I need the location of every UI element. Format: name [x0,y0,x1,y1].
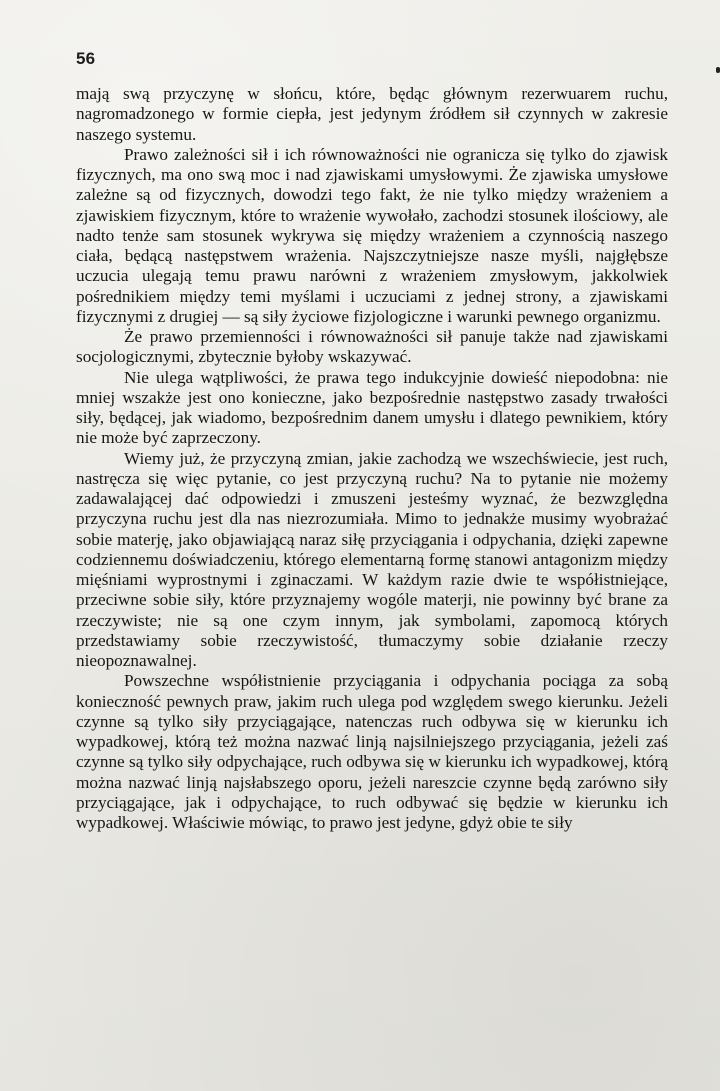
scan-mark [716,67,720,73]
paragraph: Nie ulega wątpliwości, że prawa tego indukcyjnie dowieść niepodobna: nie mniej wszakże jest ono konieczne, jako bezpośrednie następstwo zasady trwałości siły, będącej, jak wiadomo, bezpośrednim danem umysłu i dlatego pewnikiem, który nie może być zaprzeczony. [76,367,668,448]
page-number: 56 [76,49,96,68]
paragraph: Prawo zależności sił i ich równoważności nie ogranicza się tylko do zjawisk fizycznych, ma ono swą moc i nad zjawiskami umysłowymi. Że zjawiska umysłowe zależne są od fizycznych, dowodzi tego fakt, że nie tylko między wrażeniem a zjawiskiem fizycznym, które to wrażenie wywołało, zachodzi stosunek ilościowy, ale nadto tenże sam stosunek wykrywa się między wrażeniem a czynnością naszego ciała, będącą następstwem wrażenia. Najszczytniejsze nasze myśli, najgłębsze uczucia ulegają temu prawu narówni z wrażeniem zmysłowym, jakkolwiek pośrednikiem między temi myślami i uczuciami z jednej strony, a zjawiskami fizycznymi z drugiej — są siły życiowe fizjologiczne i warunki pewnego organizmu. [76,144,668,326]
body-text [76,84,668,833]
paragraph: mają swą przyczynę w słońcu, które, będąc głównym rezerwuarem ruchu, nagromadzonego w formie ciepła, jest jedynym źródłem sił czynnych w zakresie naszego systemu. [76,84,668,144]
paragraph: Powszechne współistnienie przyciągania i odpychania pociąga za sobą konieczność pewnych praw, jakim ruch ulega pod względem swego kierunku. Jeżeli czynne są tylko siły przyciągające, natenczas ruch odbywa się w kierunku ich wypadkowej, którą też można nazwać linją najsilniejszego przyciągania, jeżeli zaś czynne są tylko siły odpychające, ruch odbywa się w kierunku ich wypadkowej, którą można nazwać linją najsłabszego oporu, jeżeli nareszcie czynne będą zarówno siły przyciągające, jak i odpychające, to ruch odbywać się będzie w kierunku ich wypadkowej. Właściwie mówiąc, to prawo jest jedyne, gdyż obie te siły [76,671,668,832]
paragraph: Że prawo przemienności i równoważności sił panuje także nad zjawiskami socjologicznymi, zbytecznie byłoby wskazywać. [76,327,668,367]
paragraph: Wiemy już, że przyczyną zmian, jakie zachodzą we wszechświecie, jest ruch, nastręcza się więc pytanie, co jest przyczyną ruchu? Na to pytanie nie możemy zadawalającej dać odpowiedzi i zmuszeni jesteśmy wyznać, że bezwzględna przyczyna ruchu jest dla nas niezrozumiała. Mimo to jednakże musimy wyobrażać sobie materję, jako objawiającą naraz siłę przyciągania i odpychania, dzięki zapewne codziennemu doświadczeniu, którego elementarną formę stanowi antagonizm między mięśniami wyprostnymi i zginaczami. W każdym razie dwie te współistniejące, przeciwne sobie siły, które przyznajemy wogóle materji, nie powinny być brane za rzeczywiste; nie są one czym innym, jak symbolami, zapomocą których przedstawiamy sobie rzeczywistość, tłumaczymy sobie działanie rzeczy nieopoznawalnej. [76,448,668,670]
